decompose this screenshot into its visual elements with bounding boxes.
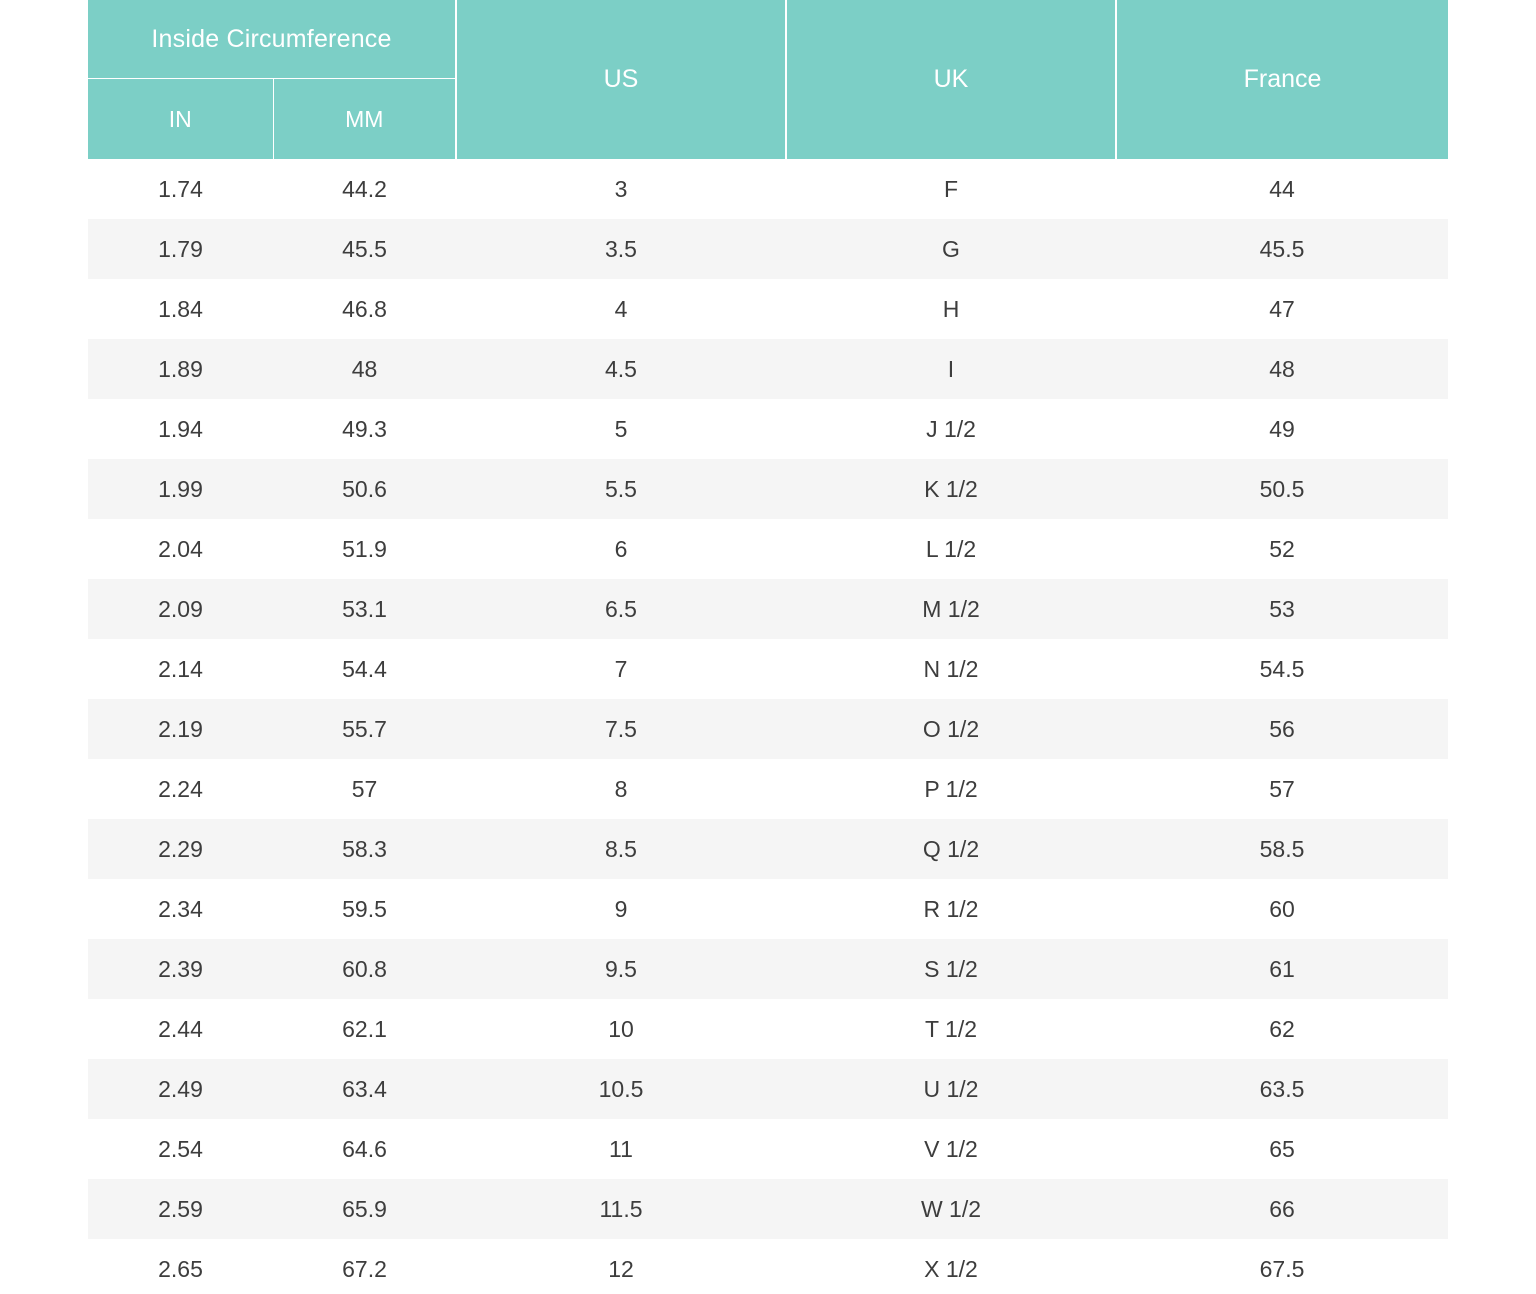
- cell-in: 1.84: [158, 295, 203, 322]
- column-header-france: France: [1116, 0, 1448, 159]
- table-row: [88, 279, 1448, 339]
- cell-uk: F: [943, 175, 959, 202]
- cell-us: 9.5: [456, 939, 786, 999]
- cell-uk: V 1/2: [924, 1135, 978, 1162]
- cell-france: 47: [1269, 295, 1295, 322]
- table-header: [88, 0, 1448, 159]
- cell-us: 8.5: [456, 819, 786, 879]
- cell-in: 2.19: [88, 699, 273, 759]
- cell-us: 9: [614, 895, 628, 922]
- cell-in: 2.59: [88, 1179, 273, 1239]
- cell-mm: 51.9: [342, 535, 387, 562]
- cell-france: 44: [1269, 175, 1295, 202]
- cell-mm: 45.5: [273, 219, 456, 279]
- cell-mm: 67.2: [342, 1255, 387, 1282]
- cell-in: 2.44: [158, 1015, 203, 1042]
- cell-in: 1.74: [158, 175, 203, 202]
- cell-mm: 64.6: [342, 1135, 387, 1162]
- cell-in: 1.79: [88, 219, 273, 279]
- table-row: [88, 879, 1448, 939]
- cell-france: 56: [1116, 699, 1448, 759]
- cell-france: 54.5: [1259, 655, 1305, 682]
- cell-uk: H: [942, 295, 960, 322]
- cell-france: 52: [1269, 535, 1295, 562]
- cell-france: 45.5: [1116, 219, 1448, 279]
- cell-us: 11: [609, 1135, 633, 1162]
- cell-france: 65: [1269, 1135, 1295, 1162]
- cell-in: 1.94: [158, 415, 203, 442]
- column-header-mm: MM: [273, 79, 456, 160]
- cell-uk: T 1/2: [925, 1015, 977, 1042]
- cell-in: 2.65: [158, 1255, 203, 1282]
- cell-mm: 65.9: [273, 1179, 456, 1239]
- cell-in: 2.54: [158, 1135, 203, 1162]
- table-row: [88, 999, 1448, 1059]
- cell-uk: S 1/2: [786, 939, 1116, 999]
- table-row: [88, 1119, 1448, 1179]
- cell-uk: U 1/2: [786, 1059, 1116, 1119]
- cell-us: 11.5: [456, 1179, 786, 1239]
- cell-mm: 59.5: [342, 895, 387, 922]
- cell-in: 2.04: [158, 535, 203, 562]
- table-row: [88, 459, 1448, 519]
- cell-uk: R 1/2: [923, 895, 979, 922]
- cell-uk: M 1/2: [786, 579, 1116, 639]
- cell-uk: I: [786, 339, 1116, 399]
- table-row: [88, 699, 1448, 759]
- cell-in: 2.14: [158, 655, 203, 682]
- cell-france: 58.5: [1116, 819, 1448, 879]
- cell-france: 67.5: [1259, 1255, 1305, 1282]
- table-row: [88, 159, 1448, 219]
- table-row: [88, 219, 1448, 279]
- cell-mm: 55.7: [273, 699, 456, 759]
- cell-uk: O 1/2: [786, 699, 1116, 759]
- cell-us: 4.5: [456, 339, 786, 399]
- ring-size-table: [88, 0, 1448, 1294]
- cell-france: 60: [1269, 895, 1295, 922]
- column-header-in: IN: [88, 79, 273, 160]
- cell-us: 3: [614, 175, 628, 202]
- cell-mm: 62.1: [342, 1015, 387, 1042]
- cell-france: 50.5: [1116, 459, 1448, 519]
- cell-france: 48: [1116, 339, 1448, 399]
- cell-us: 7: [614, 655, 628, 682]
- cell-france: 61: [1116, 939, 1448, 999]
- cell-us: 8: [614, 775, 628, 802]
- cell-us: 3.5: [456, 219, 786, 279]
- table-row: [88, 639, 1448, 699]
- table-row: [88, 1239, 1448, 1294]
- cell-in: 2.29: [88, 819, 273, 879]
- cell-uk: J 1/2: [926, 415, 976, 442]
- cell-mm: 44.2: [342, 175, 387, 202]
- cell-uk: P 1/2: [924, 775, 978, 802]
- table-row: [88, 1179, 1448, 1239]
- cell-uk: X 1/2: [924, 1255, 978, 1282]
- cell-us: 5.5: [456, 459, 786, 519]
- cell-uk: K 1/2: [786, 459, 1116, 519]
- table-row: [88, 939, 1448, 999]
- cell-in: 1.99: [88, 459, 273, 519]
- cell-us: 10: [608, 1015, 634, 1042]
- column-header-inside-circumference: Inside Circumference: [88, 0, 456, 79]
- cell-france: 62: [1269, 1015, 1295, 1042]
- table-body: [88, 159, 1448, 1294]
- cell-mm: 48: [273, 339, 456, 399]
- cell-mm: 58.3: [273, 819, 456, 879]
- cell-in: 2.09: [88, 579, 273, 639]
- table-row: [88, 819, 1448, 879]
- cell-in: 2.39: [88, 939, 273, 999]
- cell-mm: 54.4: [342, 655, 387, 682]
- cell-uk: G: [786, 219, 1116, 279]
- cell-mm: 50.6: [273, 459, 456, 519]
- cell-us: 10.5: [456, 1059, 786, 1119]
- table-row: [88, 579, 1448, 639]
- cell-france: 66: [1116, 1179, 1448, 1239]
- cell-in: 2.24: [158, 775, 203, 802]
- cell-us: 12: [608, 1255, 634, 1282]
- header-row-primary: [88, 0, 1448, 79]
- table-row: [88, 519, 1448, 579]
- cell-france: 57: [1269, 775, 1295, 802]
- cell-us: 6: [614, 535, 628, 562]
- cell-france: 53: [1116, 579, 1448, 639]
- cell-mm: 49.3: [342, 415, 387, 442]
- cell-mm: 46.8: [342, 295, 387, 322]
- cell-france: 63.5: [1116, 1059, 1448, 1119]
- cell-us: 5: [614, 415, 628, 442]
- cell-us: 6.5: [456, 579, 786, 639]
- table-row: [88, 339, 1448, 399]
- cell-in: 2.34: [158, 895, 203, 922]
- cell-uk: L 1/2: [925, 535, 977, 562]
- cell-mm: 63.4: [273, 1059, 456, 1119]
- table-row: [88, 1059, 1448, 1119]
- cell-mm: 53.1: [273, 579, 456, 639]
- cell-in: 2.49: [88, 1059, 273, 1119]
- cell-uk: Q 1/2: [786, 819, 1116, 879]
- cell-us: 4: [614, 295, 628, 322]
- cell-uk: W 1/2: [786, 1179, 1116, 1239]
- column-header-uk: UK: [786, 0, 1116, 159]
- table-row: [88, 399, 1448, 459]
- cell-mm: 57: [351, 775, 378, 802]
- cell-france: 49: [1269, 415, 1295, 442]
- table-row: [88, 759, 1448, 819]
- cell-in: 1.89: [88, 339, 273, 399]
- cell-mm: 60.8: [273, 939, 456, 999]
- cell-uk: N 1/2: [923, 655, 979, 682]
- column-header-us: US: [456, 0, 786, 159]
- cell-us: 7.5: [456, 699, 786, 759]
